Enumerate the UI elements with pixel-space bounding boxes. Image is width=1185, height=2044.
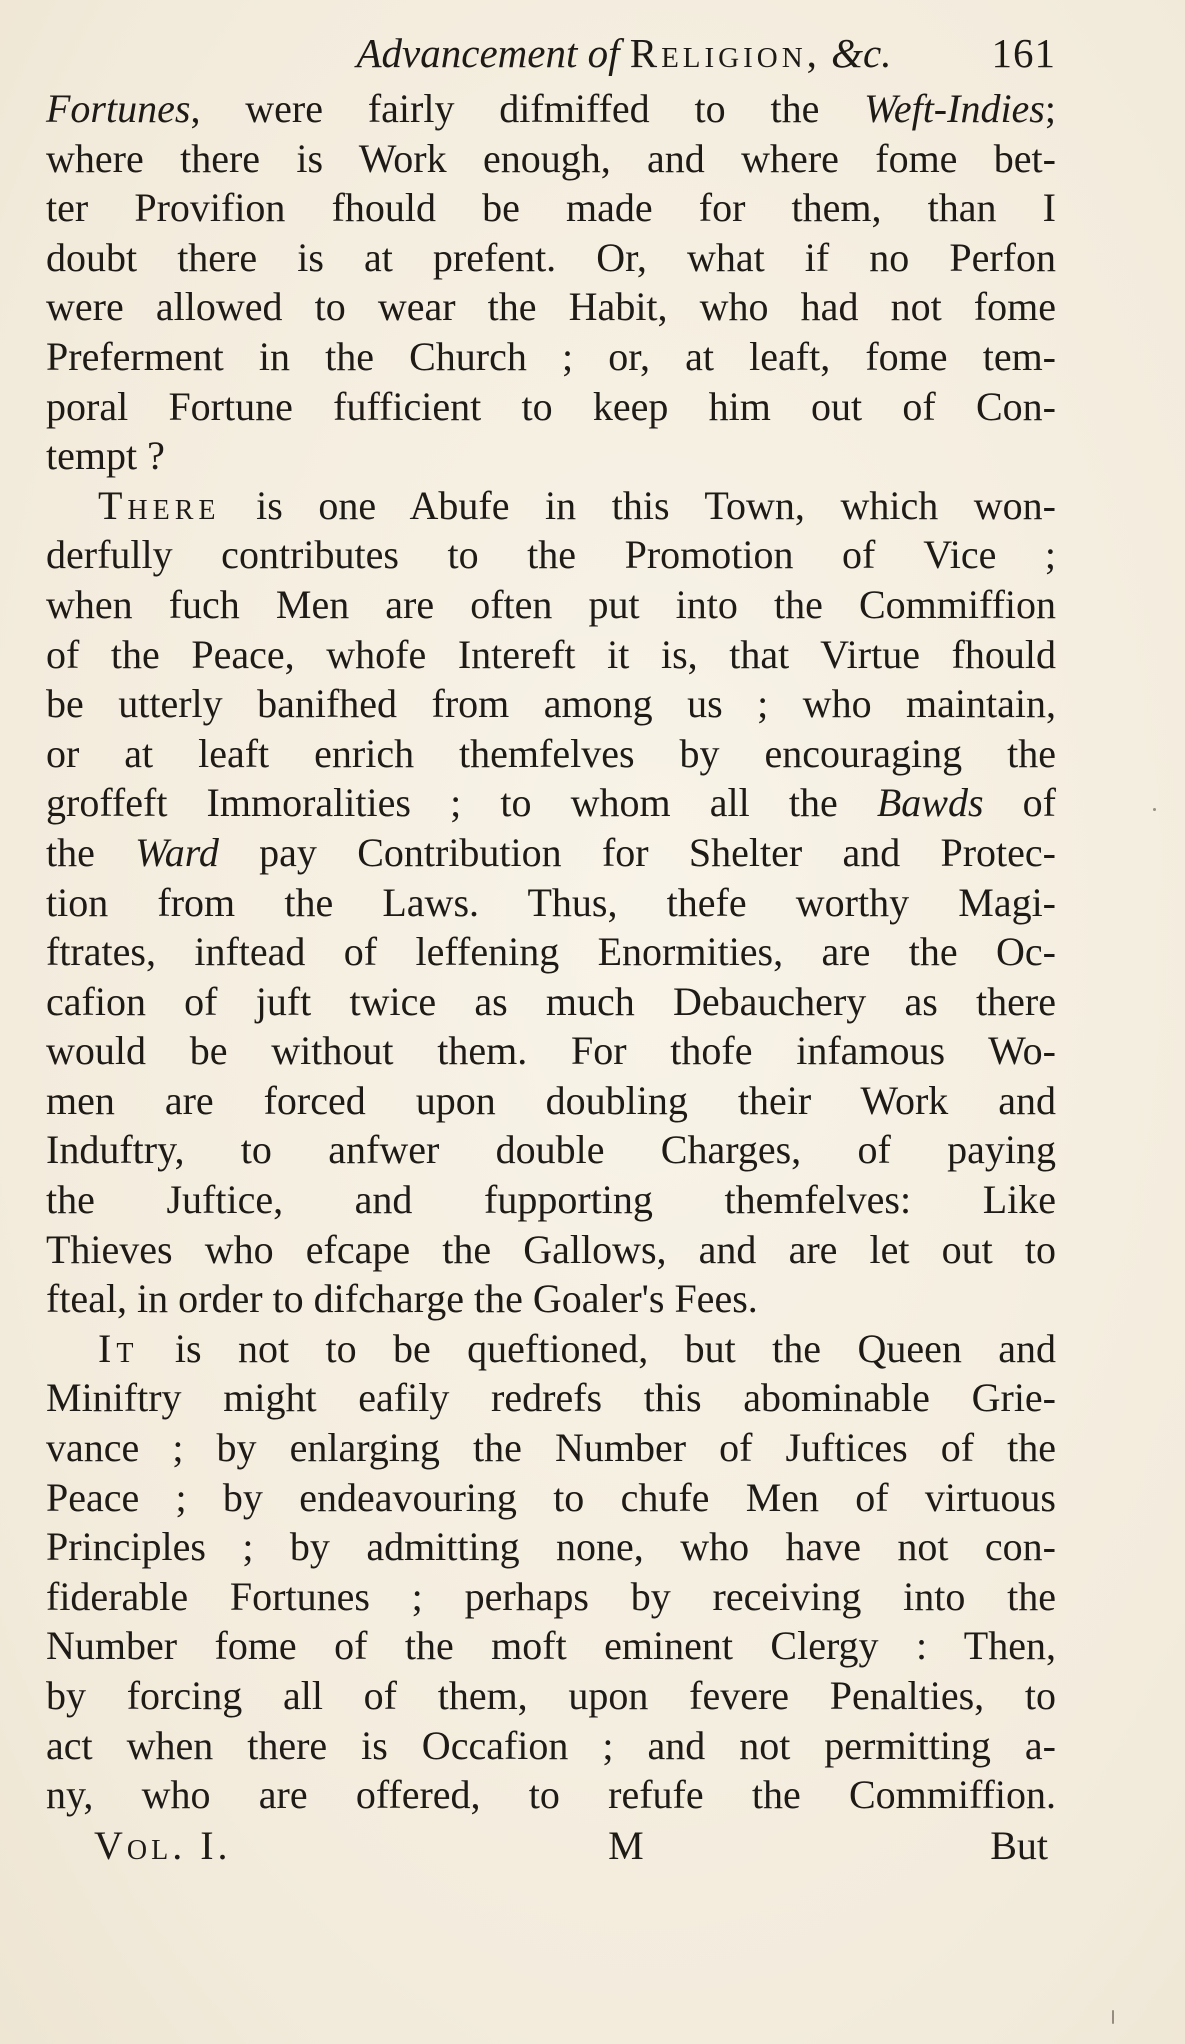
- italic-word: Ward: [135, 829, 219, 875]
- text-line: be utterly banifhed from among us ; who maintain,: [46, 681, 1056, 727]
- text-line: act when there is Occafion ; and not permitting a-: [46, 1722, 1056, 1768]
- text-line: ftrates, inftead of leffening Enormities, are the Oc-: [46, 929, 1056, 975]
- running-title-tail: &c.: [831, 30, 892, 76]
- text-line: the Ward pay Contribution for Shelter and Protec-: [46, 829, 1056, 875]
- paragraph-2: [46, 481, 1056, 1324]
- paragraph-1: [46, 84, 1056, 481]
- text-line: Fortunes, were fairly difmiffed to the Weft-Indies;: [46, 86, 1056, 131]
- text-line: would be without them. For thofe infamous Wo-: [46, 1028, 1056, 1074]
- text-line: tion from the Laws. Thus, thefe worthy Magi-: [46, 879, 1056, 925]
- small-caps-word: There: [98, 482, 221, 528]
- text-line: were allowed to wear the Habit, who had not fome: [46, 284, 1056, 330]
- text-line: derfully contributes to the Promotion of Vice ;: [46, 532, 1056, 578]
- text-line: Miniftry might eafily redrefs this abominable Grie-: [46, 1375, 1056, 1421]
- text-line: the Juftice, and fupporting themfelves: Like: [46, 1177, 1056, 1223]
- paper-speck: [1112, 2010, 1114, 2024]
- page-number: 161: [991, 30, 1056, 76]
- text-line: fiderable Fortunes ; perhaps by receiving into the: [46, 1573, 1056, 1619]
- text-line: by forcing all of them, upon fevere Penalties, to: [46, 1673, 1056, 1718]
- small-caps-word: It: [98, 1325, 139, 1371]
- running-title-italic: Advancement of: [356, 30, 620, 76]
- signature-mark: M: [608, 1822, 644, 1868]
- text-line: vance ; by enlarging the Number of Juftices of the: [46, 1425, 1056, 1471]
- text-line: fteal, in order to difcharge the Goaler's Fees.: [46, 1276, 758, 1322]
- paper-speck: [1153, 808, 1156, 811]
- text-line: Number fome of the moft eminent Clergy : Then,: [46, 1623, 1056, 1669]
- text-line: There is one Abufe in this Town, which won-: [98, 482, 1056, 528]
- italic-word: Bawds: [876, 780, 984, 826]
- text-line: Preferment in the Church ; or, at leaft, fome tem-: [46, 333, 1056, 379]
- text-line: of the Peace, whofe Intereft it is, that Virtue fhould: [46, 631, 1056, 677]
- text-line: Peace ; by endeavouring to chufe Men of virtuous: [46, 1474, 1056, 1520]
- running-title: [357, 22, 892, 84]
- text-line: poral Fortune fufficient to keep him out of Con-: [46, 383, 1056, 429]
- text-line: when fuch Men are often put into the Commiffion: [46, 581, 1056, 627]
- text-line: or at leaft enrich themfelves by encouraging the: [46, 730, 1056, 776]
- italic-word: Fortunes: [46, 86, 191, 131]
- text-line: cafion of juft twice as much Debauchery as there: [46, 978, 1056, 1024]
- text-line: tempt ?: [46, 433, 165, 479]
- text-line: Principles ; by admitting none, who have not con-: [46, 1524, 1056, 1570]
- catchword: But: [990, 1822, 1048, 1868]
- body-text: [46, 84, 1056, 1820]
- book-page: [46, 22, 1056, 1872]
- running-head: [46, 22, 1056, 84]
- text-line: Thieves who efcape the Gallows, and are let out to: [46, 1226, 1056, 1272]
- text-line: ny, who are offered, to refufe the Commiffion.: [46, 1772, 1056, 1818]
- text-line: It is not to be queftioned, but the Queen and: [98, 1325, 1056, 1371]
- italic-word: Weft-Indies: [864, 86, 1045, 131]
- text-line: men are forced upon doubling their Work and: [46, 1077, 1056, 1123]
- text-line: where there is Work enough, and where fome bet-: [46, 135, 1056, 181]
- page-footer: [46, 1820, 1056, 1872]
- running-title-caps: Religion,: [629, 30, 821, 76]
- text-line: ter Provifion fhould be made for them, than I: [46, 185, 1056, 231]
- volume-label: Vol. I.: [94, 1822, 232, 1868]
- text-line: Induftry, to anfwer double Charges, of paying: [46, 1127, 1056, 1173]
- paragraph-3: [46, 1324, 1056, 1820]
- text-line: doubt there is at prefent. Or, what if no Perfon: [46, 234, 1056, 280]
- text-line: groffeft Immoralities ; to whom all the Bawds of: [46, 780, 1056, 826]
